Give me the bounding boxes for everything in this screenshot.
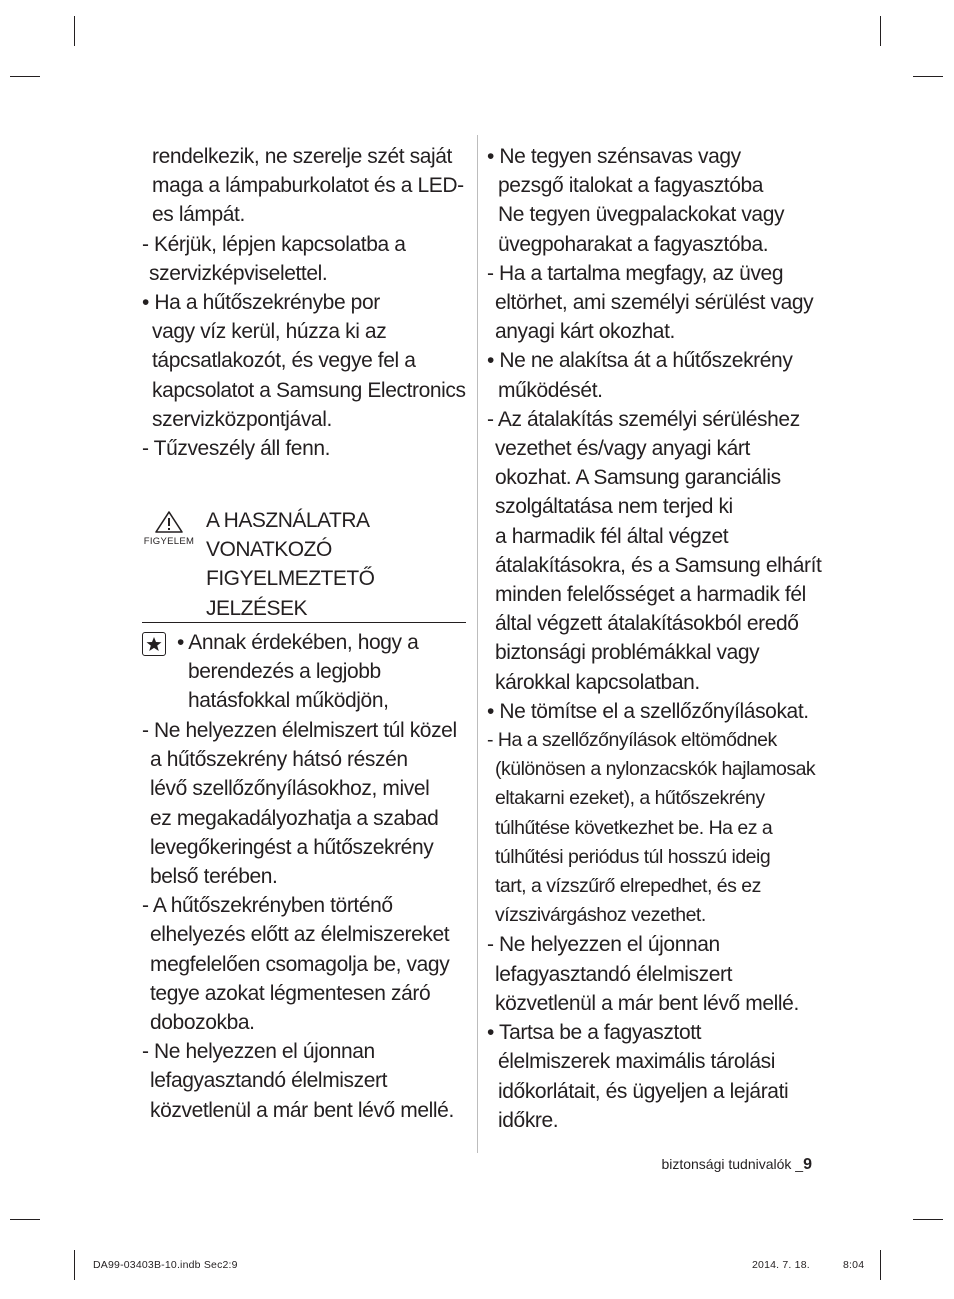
crop-mark-bottom-right bbox=[880, 1250, 881, 1280]
page-number: 9 bbox=[803, 1156, 812, 1173]
text-line: berendezés a legjobb bbox=[188, 660, 381, 684]
text-line: megfelelően csomagolja be, vagy bbox=[150, 952, 450, 976]
section-name: biztonsági tudnivalók _ bbox=[661, 1156, 804, 1172]
warning-label: FIGYELEM bbox=[143, 536, 195, 547]
text-line: - Ne helyezzen élelmiszert túl közel bbox=[142, 719, 457, 742]
text-line: - Ha a tartalma megfagy, az üveg bbox=[487, 261, 784, 285]
text-line: túlhűtési periódus túl hosszú ideig bbox=[495, 845, 771, 868]
text-line: anyagi kárt okozhat. bbox=[495, 320, 675, 344]
text-line: - Ne helyezzen el újonnan bbox=[487, 933, 720, 957]
text-line: által végzett átalakításokból eredő bbox=[495, 612, 799, 636]
left-column-lower bbox=[140, 716, 470, 1125]
text-line: tápcsatlakozót, és vegye fel a bbox=[152, 349, 416, 373]
left-column-upper bbox=[140, 142, 470, 463]
text-line: kapcsolatot a Samsung Electronics bbox=[152, 378, 466, 402]
text-line: tart, a vízszűrő elrepedhet, és ez bbox=[495, 875, 761, 898]
text-line: Ne tegyen üvegpalackokat vagy bbox=[498, 203, 785, 227]
print-time: 8:04 bbox=[843, 1259, 865, 1271]
text-line: biztonsági problémákkal vagy bbox=[495, 641, 760, 665]
text-line: károkkal kapcsolatban. bbox=[495, 670, 700, 694]
text-line: lévő szellőzőnyílásokhoz, mivel bbox=[150, 777, 430, 801]
title-line: A HASZNÁLATRA bbox=[206, 509, 370, 532]
warning-icon-group bbox=[140, 510, 198, 548]
text-line: minden felelősséget a harmadik fél bbox=[495, 583, 806, 607]
text-line: pezsgő italokat a fagyasztóba bbox=[498, 174, 764, 198]
text-line: eltörhet, ami személyi sérülést vagy bbox=[495, 291, 814, 315]
text-line: közvetlenül a már bent lévő mellé. bbox=[150, 1098, 454, 1122]
crop-mark-right-bottom bbox=[913, 1219, 943, 1220]
text-line: szervizközpontjával. bbox=[152, 407, 332, 431]
text-line: túlhűtése következhet be. Ha ez a bbox=[495, 816, 773, 839]
heading-rule bbox=[142, 622, 466, 623]
text-line: - Ha a szellőzőnyílások eltömődnek bbox=[487, 729, 777, 752]
text-line: lefagyasztandó élelmiszert bbox=[150, 1069, 388, 1093]
text-line: elhelyezés előtt az élelmiszereket bbox=[150, 923, 450, 947]
title-line: JELZÉSEK bbox=[206, 596, 308, 620]
text-line: - Ne helyezzen el újonnan bbox=[142, 1040, 375, 1064]
crop-mark-right-top bbox=[913, 76, 943, 77]
title-line: VONATKOZÓ bbox=[206, 538, 332, 562]
crop-mark-bottom-left bbox=[74, 1250, 75, 1280]
crop-mark-left-top bbox=[10, 76, 40, 77]
text-line: ez megakadályozhatja a szabad bbox=[150, 806, 439, 830]
text-line: dobozokba. bbox=[150, 1011, 255, 1035]
print-file-info: DA99-03403B-10.indb Sec2:9 bbox=[93, 1259, 238, 1271]
column-divider bbox=[477, 135, 478, 1153]
text-line: a hűtőszekrény hátsó részén bbox=[150, 748, 408, 772]
text-line: élelmiszerek maximális tárolási bbox=[498, 1050, 776, 1074]
text-line: vezethet és/vagy anyagi kárt bbox=[495, 437, 750, 461]
text-line: rendelkezik, ne szerelje szét saját bbox=[152, 145, 452, 168]
text-line: vagy víz kerül, húzza ki az bbox=[152, 320, 387, 344]
text-line: • Annak érdekében, hogy a bbox=[177, 631, 419, 654]
text-line: - A hűtőszekrényben történő bbox=[142, 894, 393, 918]
text-line: • Ne tömítse el a szellőzőnyílásokat. bbox=[487, 699, 809, 723]
note-text bbox=[177, 628, 467, 716]
text-line: belső terében. bbox=[150, 865, 278, 889]
text-line: levegőkeringést a hűtőszekrény bbox=[150, 835, 434, 859]
star-note-icon bbox=[142, 632, 166, 656]
text-line: tegye azokat légmentesen záró bbox=[150, 981, 431, 1005]
text-line: üvegpoharakat a fagyasztóba. bbox=[498, 232, 769, 256]
text-line: szervizképviselettel. bbox=[149, 261, 328, 285]
crop-mark-top-right bbox=[880, 16, 881, 46]
text-line: okozhat. A Samsung garanciális bbox=[495, 466, 781, 490]
text-line: (különösen a nylonzacskók hajlamosak bbox=[495, 758, 816, 781]
warning-triangle-icon bbox=[154, 510, 184, 534]
text-line: időkorlátait, és ügyeljen a lejárati bbox=[498, 1079, 789, 1103]
text-line: időkre. bbox=[498, 1108, 559, 1132]
text-line: • Ne tegyen szénsavas vagy bbox=[487, 145, 741, 168]
text-line: eltakarni ezeket), a hűtőszekrény bbox=[495, 787, 765, 810]
text-line: - Az átalakítás személyi sérüléshez bbox=[487, 407, 800, 431]
text-line: - Tűzveszély áll fenn. bbox=[142, 437, 331, 461]
text-line: vízszivárgáshoz vezethet. bbox=[495, 904, 706, 927]
text-line: maga a lámpaburkolatot és a LED- bbox=[152, 174, 464, 198]
section-title bbox=[206, 506, 375, 623]
text-line: átalakításokra, és a Samsung elhárít bbox=[495, 553, 822, 577]
text-line: • Ne ne alakítsa át a hűtőszekrény bbox=[487, 349, 793, 373]
text-line: a harmadik fél által végzet bbox=[495, 524, 729, 548]
crop-mark-left-bottom bbox=[10, 1219, 40, 1220]
text-line: • Tartsa be a fagyasztott bbox=[487, 1021, 702, 1045]
right-column bbox=[487, 142, 822, 1135]
print-date: 2014. 7. 18. bbox=[752, 1259, 810, 1271]
star-icon bbox=[146, 636, 162, 652]
text-line: működését. bbox=[498, 378, 603, 402]
text-line: es lámpát. bbox=[152, 203, 245, 227]
text-line: szolgáltatása nem terjed ki bbox=[495, 495, 733, 519]
text-line: közvetlenül a már bent lévő mellé. bbox=[495, 991, 799, 1015]
text-line: • Ha a hűtőszekrénybe por bbox=[142, 291, 380, 315]
page-footer bbox=[661, 1156, 812, 1174]
text-line: lefagyasztandó élelmiszert bbox=[495, 962, 733, 986]
crop-mark-top-left bbox=[74, 16, 75, 46]
text-line: hatásfokkal működjön, bbox=[188, 689, 389, 713]
title-line: FIGYELMEZTETŐ bbox=[206, 567, 375, 591]
text-line: - Kérjük, lépjen kapcsolatba a bbox=[142, 232, 406, 256]
